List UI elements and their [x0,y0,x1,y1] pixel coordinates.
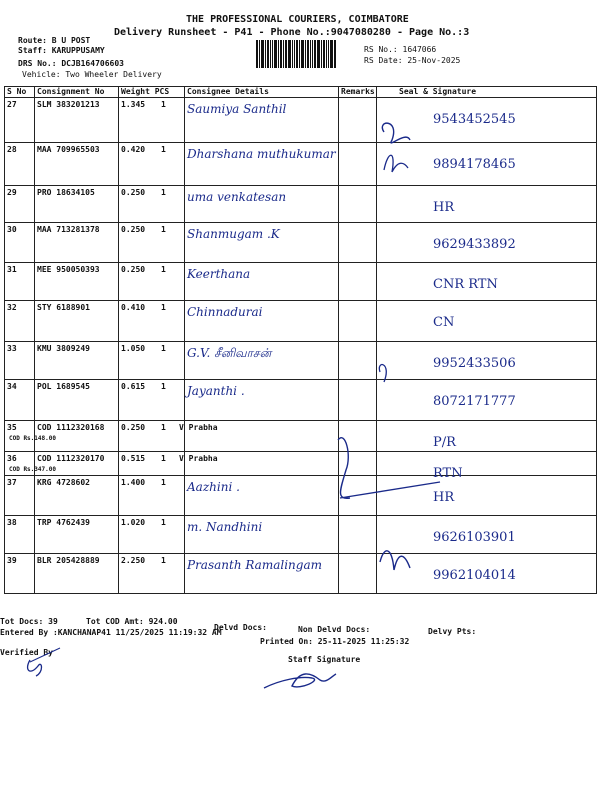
weight-value: 0.250 [121,188,146,197]
staff-signature [264,674,336,688]
pcs-value: 1 [161,518,166,527]
seal-signature-text: 9543452545 [433,112,516,127]
seal-signature-text: 9629433892 [433,237,516,252]
pcs-value: 1 [161,145,166,154]
rs-number: RS No.: 1647066 [364,45,437,54]
consignment-number: KRG 4728602 [37,478,90,487]
row-sno: 29 [5,186,35,223]
drs-number: DRS No.: DCJB164706603 [18,59,124,68]
row-sno: 35 [5,421,35,452]
consignment-number: STY 6188901 [37,303,90,312]
consignment-number: MEE 950050393 [37,265,100,274]
pcs-value: 1 [161,556,166,565]
weight-value: 0.420 [121,145,146,154]
rs-date: RS Date: 25-Nov-2025 [364,56,461,65]
row-sno: 28 [5,143,35,186]
consignee-name: G.V. சீனிவாசன் [187,346,272,360]
entered-by: Entered By :KANCHANAP41 11/25/2025 11:19:32 AM [0,628,222,637]
seal-signature-text: HR [433,490,455,505]
weight-value: 0.250 [121,225,146,234]
pcs-value: 1 [161,423,166,432]
col-consignee: Consignee Details [185,87,339,98]
weight-value: 2.250 [121,556,146,565]
row-sno: 39 [5,554,35,594]
staff-label: Staff: KARUPPUSAMY [18,46,105,55]
verified-tick [30,648,60,662]
row-sno: 27 [5,98,35,143]
seal-signature-text: P/R [433,435,456,450]
company-title: THE PROFESSIONAL COURIERS, COIMBATORE [186,14,409,25]
seal-signature-text: CN [433,315,455,330]
signature-27 [382,123,410,143]
consignee-name: Jayanthi . [187,384,245,398]
consignment-number: POL 1689545 [37,382,90,391]
bracket-stroke [338,438,350,499]
col-remarks: Remarks [339,87,377,98]
row-sno: 32 [5,301,35,342]
consignee-name: Dharshana muthukumar [187,147,336,161]
row-sno: 36 [5,452,35,476]
cod-amount: COD Rs.347.00 [9,466,56,473]
non-delivered-docs: Non Delvd Docs: [298,625,371,634]
verified-by-label: Verified By [0,648,53,657]
weight-value: 0.410 [121,303,146,312]
seal-signature-text: HR [433,200,455,215]
weight-value: 0.250 [121,423,146,432]
seal-signature-text: 9626103901 [433,530,516,545]
printed-on: Printed On: 25-11-2025 11:25:32 [260,637,410,646]
signature-33 [379,365,386,382]
consignee-name: Shanmugam .K [187,227,280,241]
pcs-value: 1 [161,454,166,463]
vehicle-label: Vehicle: Two Wheeler Delivery [22,70,162,79]
row-sno: 31 [5,263,35,301]
consignment-number: MAA 713281378 [37,225,100,234]
consignee-name: Keerthana [187,267,251,281]
consignee-name: uma venkatesan [187,190,287,204]
weight-value: 1.020 [121,518,146,527]
consignment-number: PRO 18634105 [37,188,95,197]
consignee-name: V Prabha [179,454,218,463]
row-sno: 38 [5,516,35,554]
delivered-docs: Delvd Docs: [214,623,267,632]
runsheet-title: Delivery Runsheet - P41 - Phone No.:9047080280 - Page No.:3 [114,27,470,38]
seal-signature-text: 9962104014 [433,568,516,583]
consignment-number: SLM 383201213 [37,100,100,109]
consignment-number: COD 1112320168 [37,423,105,432]
seal-signature-text: RTN [433,466,463,481]
pcs-value: 1 [161,382,166,391]
seal-signature-text: CNR RTN [433,277,498,292]
consignee-name: V Prabha [179,423,218,432]
weight-value: 0.250 [121,265,146,274]
total-cod-amount: Tot COD Amt: 924.00 [86,617,178,626]
consignment-number: BLR 205428889 [37,556,100,565]
pcs-value: 1 [161,303,166,312]
consignment-number: COD 1112320170 [37,454,105,463]
consignment-number: MAA 709965503 [37,145,100,154]
cod-amount: COD Rs.148.00 [9,435,56,442]
consignee-name: Chinnadurai [187,305,263,319]
seal-signature-text: 9952433506 [433,356,516,371]
consignee-name: Aazhini . [187,480,240,494]
weight-value: 0.515 [121,454,146,463]
col-weight-pcs: Weight PCS [119,87,185,98]
consignee-name: m. Nandhini [187,520,263,534]
row-sno: 34 [5,380,35,421]
row-sno: 33 [5,342,35,380]
weight-value: 1.400 [121,478,146,487]
consignment-number: KMU 3809249 [37,344,90,353]
seal-signature-text: 9894178465 [433,157,516,172]
signature-28 [384,155,408,172]
total-docs: Tot Docs: 39 [0,617,58,626]
row-sno: 30 [5,223,35,263]
consignee-name: Saumiya Santhil [187,102,287,116]
pcs-value: 1 [161,188,166,197]
verified-signature [28,660,42,676]
signature-38 [380,551,410,570]
seal-signature-text: 8072171777 [433,394,516,409]
pcs-value: 1 [161,225,166,234]
rtn-slash [340,482,440,498]
row-sno: 37 [5,476,35,516]
consignment-number: TRP 4762439 [37,518,90,527]
pcs-value: 1 [161,344,166,353]
weight-value: 1.050 [121,344,146,353]
staff-signature-label: Staff Signature [288,655,361,664]
route-label: Route: B U POST [18,36,91,45]
delivery-points: Delvy Pts: [428,627,477,636]
weight-value: 1.345 [121,100,146,109]
col-seal: Seal & Signature [377,87,597,98]
col-consignment: Consignment No [35,87,119,98]
col-sno: S No [5,87,35,98]
pcs-value: 1 [161,100,166,109]
pcs-value: 1 [161,265,166,274]
weight-value: 0.615 [121,382,146,391]
pcs-value: 1 [161,478,166,487]
consignee-name: Prasanth Ramalingam [187,558,322,572]
